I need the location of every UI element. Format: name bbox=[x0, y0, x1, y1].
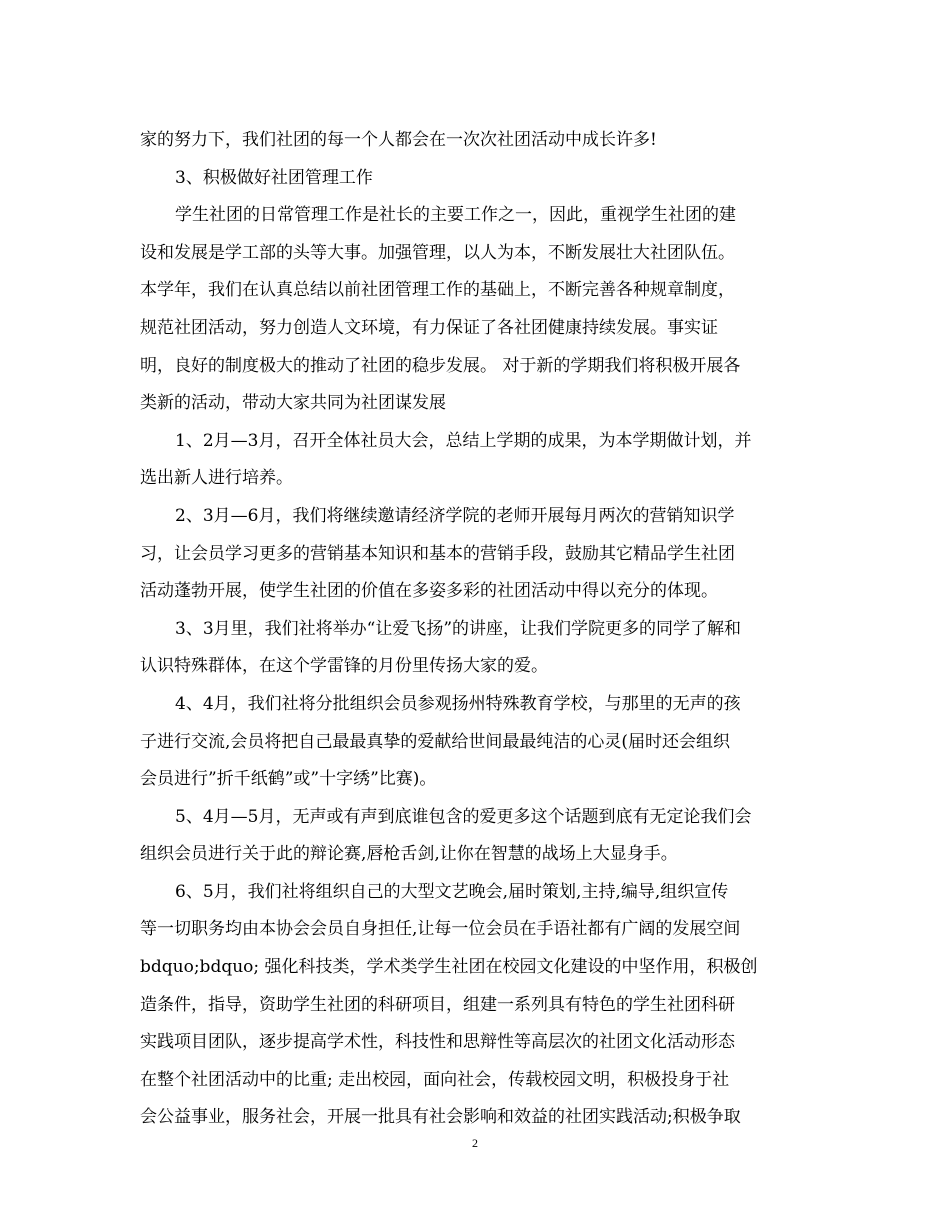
text-line: 等一切职务均由本协会会员自身担任,让每一位会员在手语社都有广阔的发展空间 bbox=[140, 919, 741, 940]
text-line: 会公益事业，服务社会，开展一批具有社会影响和效益的社团实践活动;积极争取 bbox=[140, 1107, 741, 1128]
text-line: 认识特殊群体，在这个学雷锋的月份里传扬大家的爱。 bbox=[140, 656, 548, 677]
text-line: 5、4月—5月，无声或有声到底谁包含的爱更多这个话题到底有无定论我们会 bbox=[175, 806, 752, 827]
text-line: 类新的活动，带动大家共同为社团谋发展 bbox=[140, 393, 446, 414]
text-line: 子进行交流,会员将把自己最最真挚的爱献给世间最最纯洁的心灵(届时还会组织 bbox=[140, 731, 731, 752]
text-line: 本学年，我们在认真总结以前社团管理工作的基础上，不断完善各种规章制度， bbox=[140, 280, 735, 301]
text-line: 会员进行”折千纸鹤”或”十字绣”比赛)。 bbox=[140, 769, 437, 790]
text-line: 3、积极做好社团管理工作 bbox=[175, 167, 373, 188]
text-line: 组织会员进行关于此的辩论赛,唇枪舌剑,让你在智慧的战场上大显身手。 bbox=[140, 844, 678, 865]
text-line: bdquo;bdquo; 强化科技类，学术类学生社团在校园文化建设的中坚作用，积极创 bbox=[140, 957, 758, 978]
text-line: 2、3月—6月，我们将继续邀请经济学院的老师开展每月两次的营销知识学 bbox=[175, 505, 735, 526]
text-line: 在整个社团活动中的比重; 走出校园，面向社会，传载校园文明，积极投身于社 bbox=[140, 1069, 730, 1090]
text-line: 实践项目团队，逐步提高学术性，科技性和思辩性等高层次的社团文化活动形态 bbox=[140, 1032, 735, 1053]
text-line: 3、3月里，我们社将举办“让爱飞扬”的讲座，让我们学院更多的同学了解和 bbox=[175, 618, 742, 639]
text-line: 6、5月，我们社将组织自己的大型文艺晚会,届时策划,主持,编导,组织宣传 bbox=[175, 881, 729, 902]
text-line: 明，良好的制度极大的推动了社团的稳步发展。 对于新的学期我们将积极开展各 bbox=[140, 355, 741, 376]
text-line: 习，让会员学习更多的营销基本知识和基本的营销手段，鼓励其它精品学生社团 bbox=[140, 543, 735, 564]
text-line: 活动蓬勃开展，使学生社团的价值在多姿多彩的社团活动中得以充分的体现。 bbox=[140, 581, 718, 602]
page-number: 2 bbox=[472, 1136, 478, 1150]
text-line: 规范社团活动，努力创造人文环境，有力保证了各社团健康持续发展。事实证 bbox=[140, 317, 718, 338]
text-line: 1、2月—3月，召开全体社员大会，总结上学期的成果，为本学期做计划，并 bbox=[175, 430, 752, 451]
text-line: 4、4月，我们社将分批组织会员参观扬州特殊教育学校，与那里的无声的孩 bbox=[175, 693, 741, 714]
text-line: 家的努力下，我们社团的每一个人都会在一次次社团活动中成长许多! bbox=[140, 130, 657, 150]
document-body bbox=[140, 122, 812, 1137]
text-line: 设和发展是学工部的头等大事。加强管理，以人为本，不断发展壮大社团队伍。 bbox=[140, 242, 735, 263]
text-line: 选出新人进行培养。 bbox=[140, 468, 293, 489]
text-line: 学生社团的日常管理工作是社长的主要工作之一，因此，重视学生社团的建 bbox=[175, 205, 736, 226]
text-line: 造条件，指导，资助学生社团的科研项目，组建一系列具有特色的学生社团科研 bbox=[140, 994, 735, 1015]
